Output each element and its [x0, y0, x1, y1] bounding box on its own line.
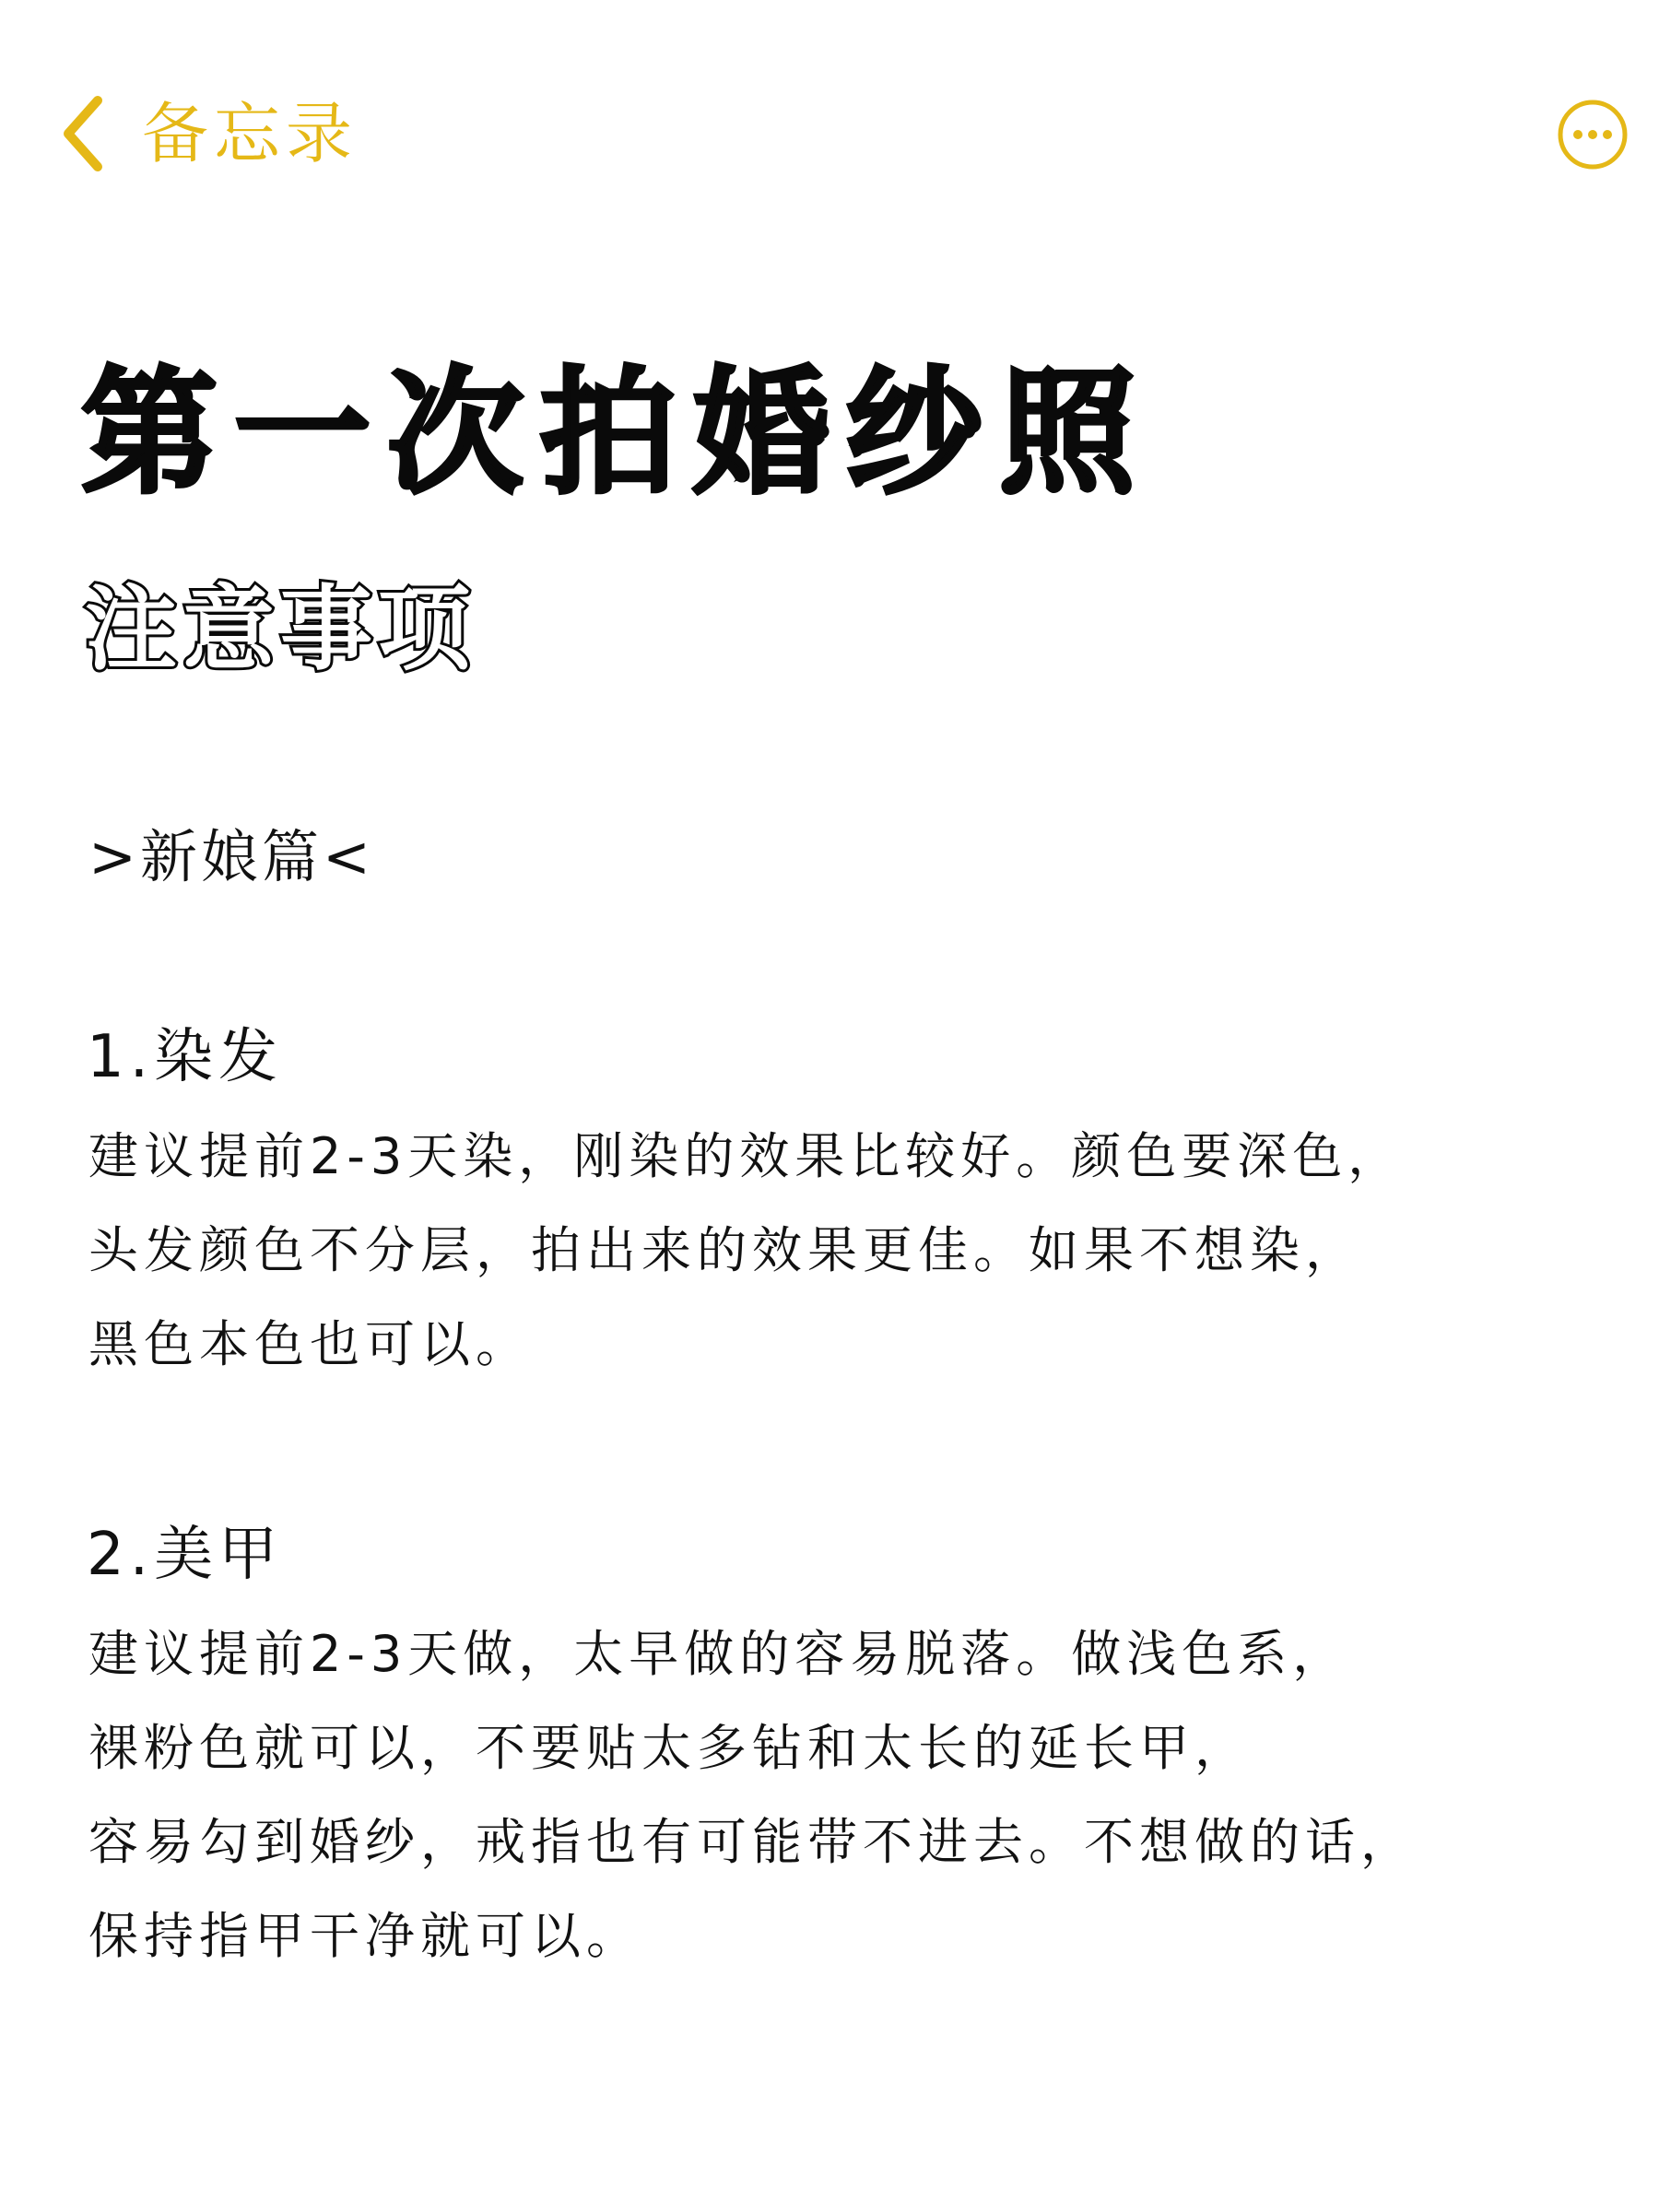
paragraph-line: 建议提前2-3天做，太早做的容易脱落。做浅色系，: [88, 1625, 1348, 1683]
section-tag: >新娘篇<: [88, 823, 374, 890]
paragraph-line: 建议提前2-3天染，刚染的效果比较好。颜色要深色，: [88, 1127, 1404, 1185]
note-subtitle: 注意事项: [85, 575, 476, 683]
paragraph-line: 裸粉色就可以，不要贴太多钻和太长的延长甲，: [88, 1719, 1250, 1777]
item-paragraph: [88, 1110, 1403, 1392]
chevron-left-icon: [57, 93, 109, 174]
paragraph-line: 容易勾到婚纱，戒指也有可能带不进去。不想做的话，: [88, 1813, 1416, 1871]
more-options-button[interactable]: [1556, 98, 1630, 171]
item-paragraph: [88, 1607, 1416, 1983]
paragraph-line: 保持指甲干净就可以。: [88, 1907, 641, 1965]
note-title: 第一次拍婚纱照: [81, 354, 1152, 512]
back-label: 备忘录: [142, 95, 359, 172]
item-heading: 1.染发: [87, 1023, 284, 1091]
back-button[interactable]: [57, 92, 358, 175]
nav-bar: [0, 83, 1659, 184]
paragraph-line: 黑色本色也可以。: [88, 1315, 531, 1373]
item-heading: 2.美甲: [87, 1521, 284, 1589]
ellipsis-circle-icon: [1556, 98, 1630, 171]
paragraph-line: 头发颜色不分层，拍出来的效果更佳。如果不想染，: [88, 1221, 1360, 1279]
